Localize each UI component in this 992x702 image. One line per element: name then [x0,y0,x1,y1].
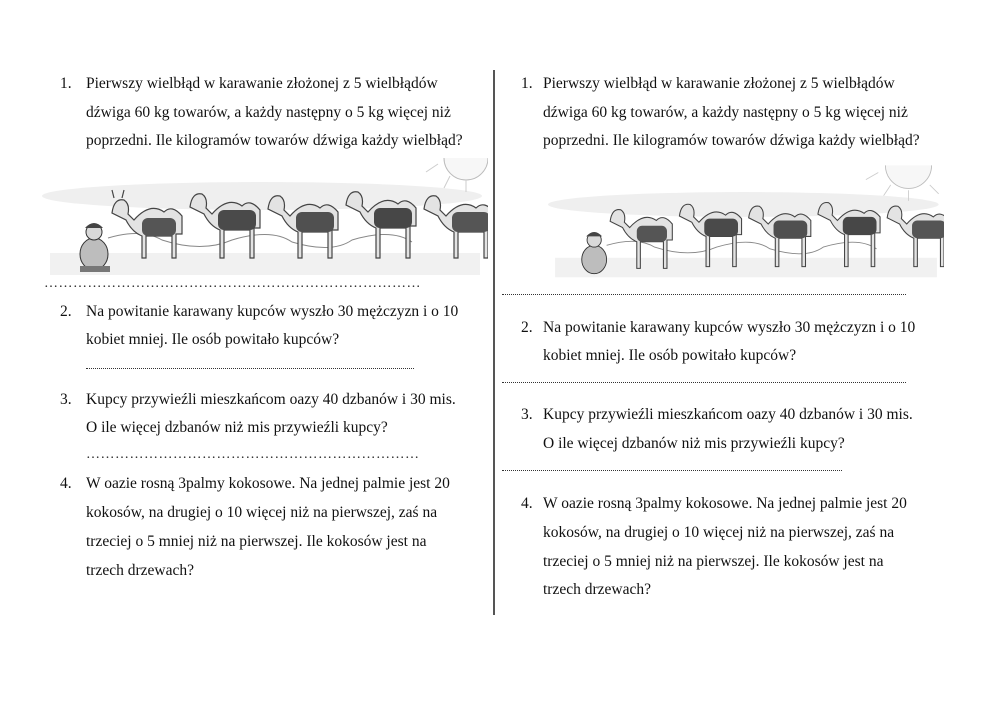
question-text-line: kobiet mniej. Ile osób powitało kupców? [543,347,797,364]
question-text-line: trzech drzewach? [86,562,194,579]
camel-icon [818,202,880,266]
camel-icon [346,192,416,258]
question-text-line: kokosów, na drugiej o 10 więcej niż na pierwszej, zaś na [86,504,438,521]
question-text-line: O ile więcej dzbanów niż mis przywieźli kupcy? [543,435,845,452]
camel-caravan-illustration [548,158,944,290]
question-number: 1. [60,75,72,92]
question-text-line: dźwiga 60 kg towarów, a każdy następny o 5 kg więcej niż [543,104,908,121]
sun-icon [426,158,488,192]
answer-line[interactable] [502,470,842,471]
question-text-line: Na powitanie karawany kupców wyszło 30 mężczyzn i o 10 [543,319,916,336]
camel-icon [749,206,811,267]
question-number: 3. [521,406,533,423]
question-number: 1. [521,75,533,92]
question-text-line: poprzedni. Ile kilogramów towarów dźwiga każdy wielbłąd? [543,132,920,149]
question-number: 2. [521,319,533,336]
answer-line[interactable] [502,294,906,295]
question-text-line: poprzedni. Ile kilogramów towarów dźwiga każdy wielbłąd? [86,132,463,149]
answer-line[interactable] [86,368,414,369]
answer-line[interactable]: …………………………………………………………… [86,448,420,462]
answer-line[interactable]: …………………………………………………………………… [44,277,421,291]
question-text-line: Kupcy przywieźli mieszkańcom oazy 40 dzbanów i 30 mis. [86,391,456,408]
question-text-line: trzeciej o 5 mniej niż na pierwszej. Ile kokosów jest na [543,553,884,570]
merchant-figure [582,232,607,274]
camel-caravan-illustration [42,158,488,278]
question-text-line: dźwiga 60 kg towarów, a każdy następny o 5 kg więcej niż [86,104,451,121]
question-text-line: Kupcy przywieźli mieszkańcom oazy 40 dzbanów i 30 mis. [543,406,913,423]
question-text-line: Pierwszy wielbłąd w karawanie złożonej z 5 wielbłądów [543,75,895,92]
question-text-line: trzeciej o 5 mniej niż na pierwszej. Ile kokosów jest na [86,533,427,550]
question-text-line: W oazie rosną 3palmy kokosowe. Na jednej palmie jest 20 [86,475,450,492]
question-number: 4. [60,475,72,492]
camel-icon [424,196,488,258]
question-text-line: Na powitanie karawany kupców wyszło 30 mężczyzn i o 10 [86,303,459,320]
question-number: 2. [60,303,72,320]
column-divider [493,70,495,615]
camel-icon [887,206,944,267]
question-text-line: kokosów, na drugiej o 10 więcej niż na pierwszej, zaś na [543,524,895,541]
answer-line[interactable] [502,382,906,383]
question-number: 3. [60,391,72,408]
question-text-line: trzech drzewach? [543,581,651,598]
camel-icon [190,194,260,258]
question-text-line: O ile więcej dzbanów niż mis przywieźli kupcy? [86,419,388,436]
question-text-line: W oazie rosną 3palmy kokosowe. Na jednej palmie jest 20 [543,495,907,512]
question-text-line: Pierwszy wielbłąd w karawanie złożonej z 5 wielbłądów [86,75,438,92]
camel-icon [679,204,741,266]
question-number: 4. [521,495,533,512]
question-text-line: kobiet mniej. Ile osób powitało kupców? [86,331,340,348]
